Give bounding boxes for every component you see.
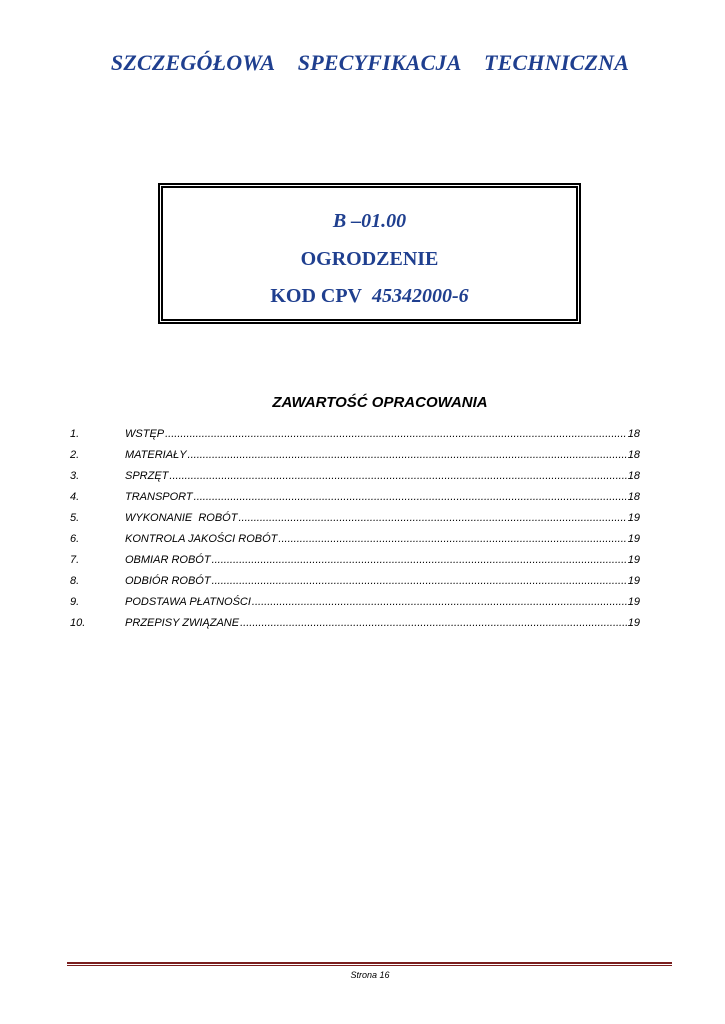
toc-entry-label: PODSTAWA PŁATNOŚCI <box>125 596 251 608</box>
toc-entry-number: 1. <box>70 428 80 440</box>
toc-entry-label: OBMIAR ROBÓT <box>125 554 211 566</box>
toc-dot-leader <box>252 596 627 608</box>
toc-entry-number: 4. <box>70 491 80 503</box>
toc-entry-number: 8. <box>70 575 80 587</box>
toc-dot-leader <box>169 470 626 482</box>
toc-dot-leader <box>240 617 627 629</box>
toc-entry[interactable] <box>70 470 640 491</box>
document-title: SZCZEGÓŁOWA SPECYFIKACJA TECHNICZNA <box>110 50 630 75</box>
toc-entry-page: 19 <box>627 596 640 608</box>
toc-entry-number: 5. <box>70 512 80 524</box>
toc-entry-page: 19 <box>627 512 640 524</box>
page-number: Strona 16 <box>350 970 390 980</box>
toc-entry-label: SPRZĘT <box>125 470 169 482</box>
toc-entry-number: 6. <box>70 533 80 545</box>
toc-heading: ZAWARTOŚĆ OPRACOWANIA <box>272 394 488 411</box>
toc-dot-leader <box>212 575 627 587</box>
toc-entry-page: 19 <box>627 533 640 545</box>
toc-entry[interactable] <box>70 596 640 617</box>
toc-entry-page: 19 <box>627 575 640 587</box>
toc-entry-number: 9. <box>70 596 80 608</box>
toc-dot-leader <box>238 512 626 524</box>
toc-entry[interactable] <box>70 428 640 449</box>
toc-entry-number: 7. <box>70 554 80 566</box>
toc-entry-page: 18 <box>627 470 640 482</box>
spec-name: OGRODZENIE <box>300 248 439 270</box>
cpv-prefix: KOD CPV <box>270 285 362 307</box>
toc-entry-page: 19 <box>627 554 640 566</box>
toc-entry-page: 19 <box>627 617 640 629</box>
footer-rule <box>67 962 672 966</box>
toc-entry-label: ODBIÓR ROBÓT <box>125 575 211 587</box>
toc-entry[interactable] <box>70 449 640 470</box>
toc-entry[interactable] <box>70 491 640 512</box>
cpv-code <box>163 285 576 308</box>
toc-entry[interactable] <box>70 512 640 533</box>
toc-entry-page: 18 <box>627 491 640 503</box>
table-of-contents <box>70 428 640 638</box>
toc-entry-label: PRZEPISY ZWIĄZANE <box>125 617 240 629</box>
toc-entry[interactable] <box>70 617 640 638</box>
toc-dot-leader <box>212 554 627 566</box>
toc-entry[interactable] <box>70 554 640 575</box>
toc-entry-label: WSTĘP <box>125 428 165 440</box>
toc-entry[interactable] <box>70 575 640 596</box>
toc-entry-label: TRANSPORT <box>125 491 193 503</box>
toc-entry-number: 3. <box>70 470 80 482</box>
toc-dot-leader <box>165 428 627 440</box>
toc-entry-number: 2. <box>70 449 80 461</box>
toc-entry-label: MATERIAŁY <box>125 449 187 461</box>
toc-dot-leader <box>278 533 626 545</box>
spec-code-box <box>158 183 581 324</box>
toc-dot-leader <box>188 449 627 461</box>
toc-entry-page: 18 <box>627 428 640 440</box>
toc-entry-number: 10. <box>70 617 86 629</box>
toc-entry[interactable] <box>70 533 640 554</box>
toc-dot-leader <box>194 491 627 503</box>
cpv-number: 45342000-6 <box>372 285 469 307</box>
spec-number: B –01.00 <box>332 210 407 232</box>
toc-entry-page: 18 <box>627 449 640 461</box>
toc-entry-label: WYKONANIE ROBÓT <box>125 512 238 524</box>
toc-entry-label: KONTROLA JAKOŚCI ROBÓT <box>125 533 278 545</box>
